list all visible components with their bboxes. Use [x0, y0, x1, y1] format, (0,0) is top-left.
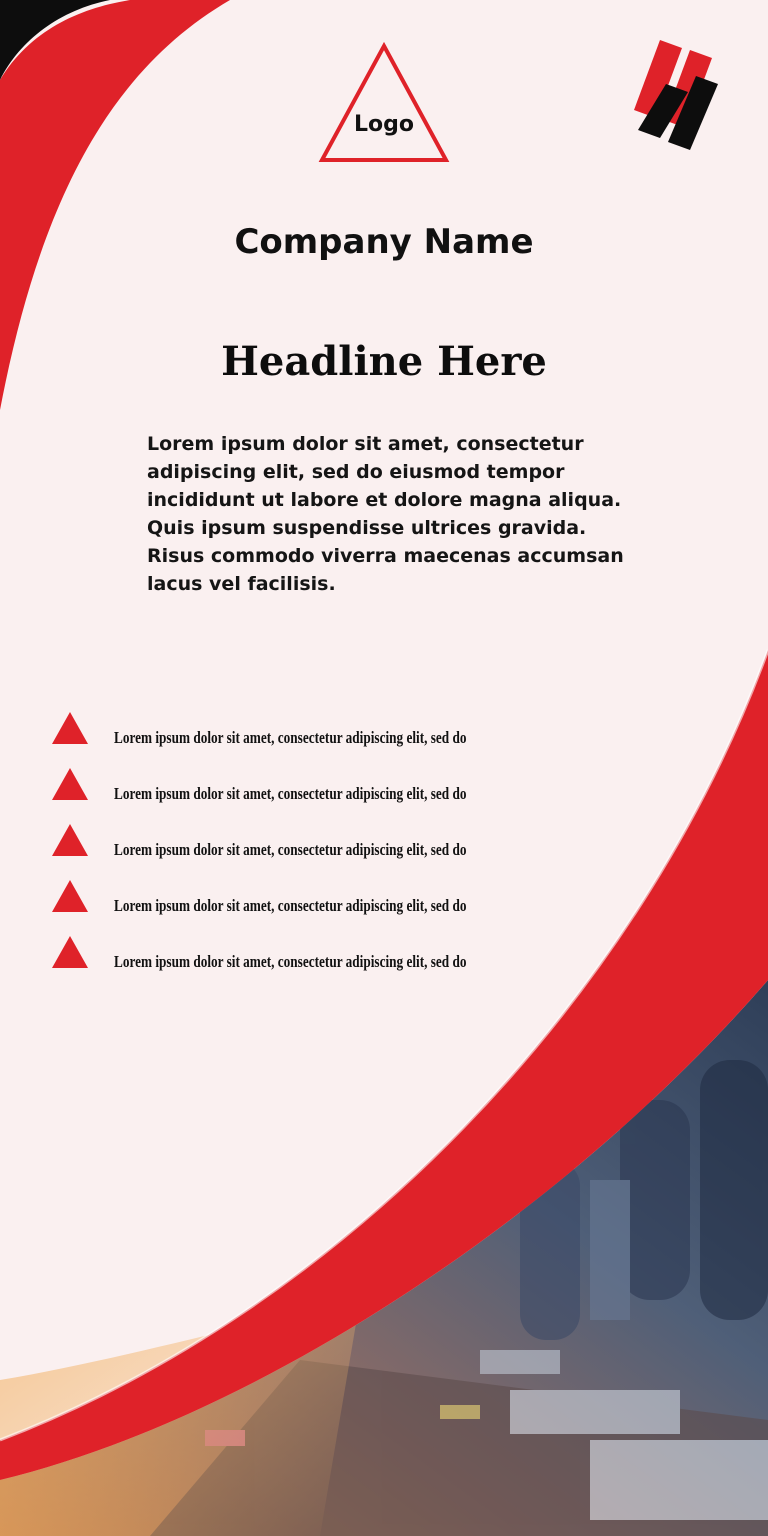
bullet-text: Lorem ipsum dolor sit amet, consectetur adipiscing elit, sed do	[114, 728, 467, 747]
bullet-item	[50, 710, 510, 766]
triangle-bullet-icon	[50, 766, 90, 802]
bullet-text: Lorem ipsum dolor sit amet, consectetur adipiscing elit, sed do	[114, 840, 467, 859]
bullet-list	[50, 710, 510, 990]
stripes-decoration-icon	[634, 40, 718, 150]
triangle-bullet-icon	[50, 710, 90, 746]
bullet-item	[50, 878, 510, 934]
triangle-bullet-icon	[50, 934, 90, 970]
bullet-text: Lorem ipsum dolor sit amet, consectetur adipiscing elit, sed do	[114, 896, 467, 915]
triangle-bullet-icon	[50, 822, 90, 858]
headline: Headline Here	[221, 338, 547, 385]
bullet-text: Lorem ipsum dolor sit amet, consectetur adipiscing elit, sed do	[114, 952, 467, 971]
logo-label: Logo	[354, 112, 414, 137]
logo-triangle-icon	[322, 46, 446, 160]
bullet-text: Lorem ipsum dolor sit amet, consectetur adipiscing elit, sed do	[114, 784, 467, 803]
company-name: Company Name	[234, 222, 534, 262]
body-paragraph: Lorem ipsum dolor sit amet, consectetur adipiscing elit, sed do eiusmod tempor incididunt ut labore et dolore magna aliqua. Quis ipsum suspendisse ultrices gravida. Risus commodo viverra maecenas accumsan lacus vel facilisis.	[147, 433, 624, 595]
triangle-bullet-icon	[50, 878, 90, 914]
bullet-item	[50, 766, 510, 822]
bullet-item	[50, 822, 510, 878]
bullet-item	[50, 934, 510, 990]
